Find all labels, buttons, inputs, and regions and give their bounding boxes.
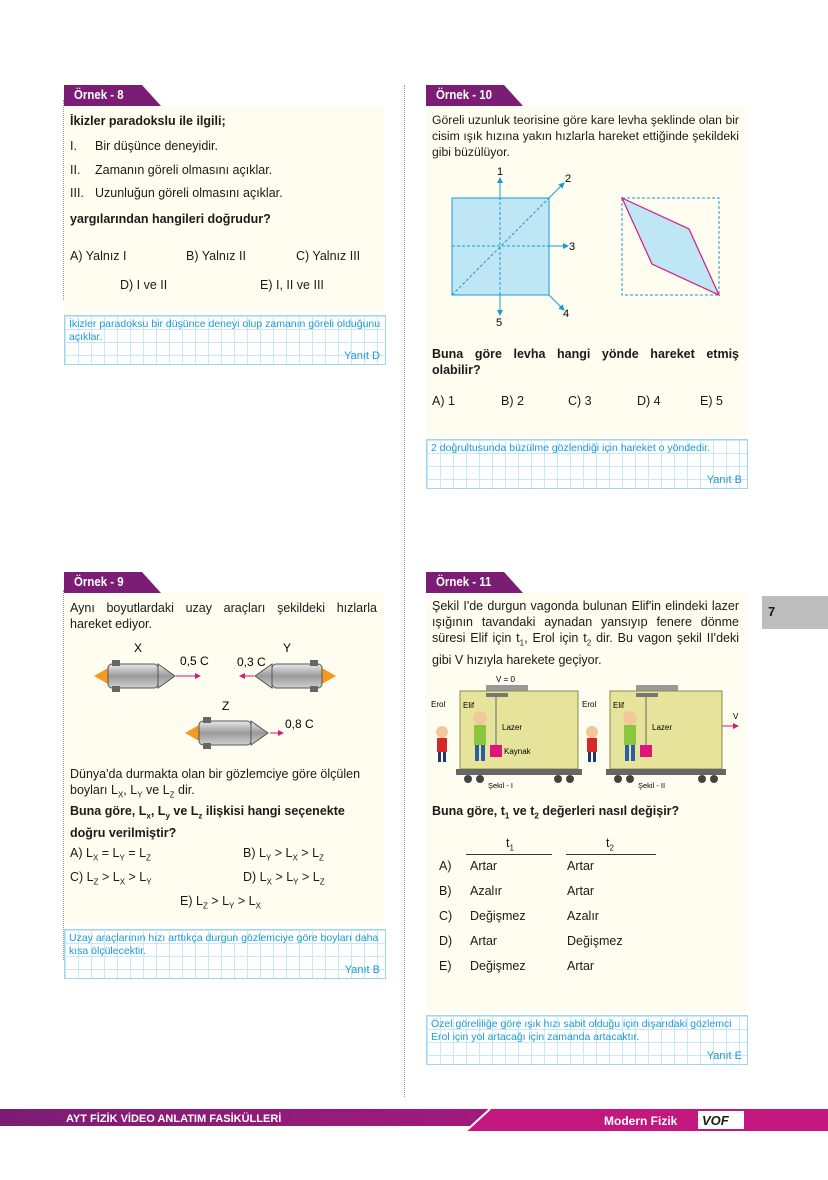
- q8-option-e[interactable]: E) I, II ve III: [260, 278, 324, 292]
- arrow-2-label: 2: [565, 173, 572, 185]
- q11-solution: Özel göreliliğe göre ışık hızı sabit olduğu için dışarıdaki gözlemci Erol için yol artacağı için zamanda artacaktır.: [431, 1018, 732, 1043]
- page-number: 7: [768, 604, 776, 619]
- q11-row-t2: Değişmez: [567, 934, 623, 948]
- q11-row-t1: Azalır: [470, 884, 502, 898]
- q11-question: Buna göre, $t_1$ ve $t_2$ değerleri nasıl değişir?: [432, 804, 680, 821]
- fig-erol-1: Erol: [431, 700, 446, 709]
- q9-question: Buna göre, $L_x$, $L_y$ ve $L_z$ ilişkisi hangi seçenekte doğru verilmiştir?: [70, 804, 345, 840]
- column-divider: [404, 85, 405, 1097]
- footer-subject: Modern Fizik: [604, 1114, 678, 1128]
- label-v-y: 0,3 C: [237, 655, 266, 669]
- q11-row-key: B): [439, 884, 452, 898]
- fig-kaynak: Kaynak: [504, 747, 531, 756]
- fig-lazer-2: Lazer: [652, 723, 673, 732]
- q9-option-d[interactable]: D) $L_X > L_Y > L_Z$: [243, 870, 325, 887]
- q11-row-t1: Değişmez: [470, 909, 526, 923]
- q10-question: Buna göre levha hangi yönde hareket etmiş olabilir?: [432, 347, 739, 377]
- q8-item-3-num: III.: [70, 186, 84, 200]
- q11-row-key: E): [439, 959, 452, 973]
- q8-solution-box: [64, 315, 386, 365]
- rocket-z: [185, 717, 268, 749]
- q8-question: yargılarından hangileri doğrudur?: [70, 212, 271, 226]
- fig-sekil-2: Şekil - II: [638, 781, 666, 790]
- q8-answer: Yanıt D: [344, 350, 380, 362]
- q11-row-t1: Artar: [470, 934, 498, 948]
- q11-row-t2: Azalır: [567, 909, 599, 923]
- q10-option-e[interactable]: E) 5: [700, 394, 723, 408]
- q8-item-2: Zamanın göreli olmasını açıklar.: [95, 163, 273, 177]
- q8-item-1-num: I.: [70, 139, 77, 153]
- fig-sekil-1: Şekil - I: [488, 781, 514, 790]
- q8-solution: İkizler paradoksu bir düşünce deneyi olup zamanın göreli olduğunu açıklar.: [69, 318, 381, 343]
- q8-box: [64, 106, 384, 312]
- q11-header-t1: $t_1$: [506, 836, 514, 853]
- q8-option-d[interactable]: D) I ve II: [120, 278, 168, 292]
- label-y: Y: [283, 641, 292, 655]
- footer-bar: [0, 1109, 828, 1131]
- q9-option-e[interactable]: E) $L_Z > L_Y > L_X$: [180, 894, 261, 911]
- footer-title: AYT FİZİK VİDEO ANLATIM FASİKÜLLERİ: [66, 1113, 282, 1125]
- rocket-y: [255, 660, 336, 692]
- label-z: Z: [222, 699, 230, 713]
- q9-solution: Uzay araçlarının hızı arttıkça durgun gözlemciye göre boyları daha kısa ölçülecektir.: [69, 932, 379, 957]
- q8-option-b[interactable]: B) Yalnız II: [186, 249, 246, 263]
- q10-option-d[interactable]: D) 4: [637, 394, 661, 408]
- q10-option-b[interactable]: B) 2: [501, 394, 524, 408]
- q11-tab: Örnek - 11: [426, 572, 526, 593]
- q11-figure: [430, 672, 745, 792]
- q10-solution-box: [426, 439, 748, 489]
- q11-header-line-1: [466, 854, 552, 855]
- q10-solution: 2 doğrultusunda büzülme gözlendiği için hareket o yöndedir.: [431, 442, 711, 454]
- q11-row-key: A): [439, 859, 452, 873]
- q11-row-t2: Artar: [567, 859, 595, 873]
- q11-row-key: C): [439, 909, 453, 923]
- fig-elif-1: Elif: [463, 701, 475, 710]
- arrow-2: [549, 183, 564, 198]
- q8-tab: Örnek - 8: [64, 85, 164, 106]
- q10-answer: Yanıt B: [706, 474, 742, 486]
- q9-answer: Yanıt B: [344, 964, 380, 976]
- laser-source-1: [490, 745, 502, 757]
- q11-answer: Yanıt E: [706, 1050, 742, 1062]
- q11-header-t2: $t_2$: [606, 836, 614, 853]
- q10-option-c[interactable]: C) 3: [568, 394, 592, 408]
- rocket-x: [94, 660, 175, 692]
- vof-logo: VOF: [702, 1113, 729, 1128]
- q9-option-a[interactable]: A) $L_X = L_Y = L_Z$: [70, 846, 151, 863]
- fig-erol-2: Erol: [582, 700, 597, 709]
- q8-option-a[interactable]: A) Yalnız I: [70, 249, 127, 263]
- q11-solution-box: [426, 1015, 748, 1065]
- laser-source-2: [640, 745, 652, 757]
- q8-item-2-num: II.: [70, 163, 81, 177]
- q8-stem: İkizler paradokslu ile ilgili;: [70, 114, 226, 128]
- fig-v: V: [733, 712, 739, 721]
- fig-elif-2: Elif: [613, 701, 625, 710]
- q11-row-t2: Artar: [567, 884, 595, 898]
- q9-rockets: [90, 638, 360, 758]
- q11-header-line-2: [566, 854, 656, 855]
- q9-tab: Örnek - 9: [64, 572, 164, 593]
- arrow-5-label: 5: [496, 317, 503, 329]
- q11-row-t2: Artar: [567, 959, 595, 973]
- q9-solution-box: [64, 929, 386, 979]
- label-v-x: 0,5 C: [180, 654, 209, 668]
- arrow-1-label: 1: [497, 166, 504, 178]
- q10-tab: Örnek - 10: [426, 85, 526, 106]
- q8-item-3: Uzunluğun göreli olmasını açıklar.: [95, 186, 283, 200]
- fig-v0: V = 0: [496, 675, 515, 684]
- label-x: X: [134, 641, 143, 655]
- q10-stem: Göreli uzunluk teorisine göre kare levha şeklinde olan bir cisim ışık hızına yakın hızlarla hareket ettiğinde şekildeki gibi büzülüyor.: [432, 113, 739, 159]
- contracted-plate: [622, 198, 719, 295]
- fig-lazer-1: Lazer: [502, 723, 523, 732]
- q9-desc: Dünya'da durmakta olan bir gözlemciye göre ölçülen boyları $L_X$, $L_Y$ ve $L_Z$ dir.: [70, 767, 361, 800]
- q9-option-c[interactable]: C) $L_Z > L_X > L_Y$: [70, 870, 152, 887]
- q11-row-t1: Artar: [470, 859, 498, 873]
- q10-figure: [440, 165, 740, 335]
- q9-option-b[interactable]: B) $L_Y > L_X > L_Z$: [243, 846, 324, 863]
- q8-item-1: Bir düşünce deneyidir.: [95, 139, 218, 153]
- q10-option-a[interactable]: A) 1: [432, 394, 455, 408]
- q11-row-t1: Değişmez: [470, 959, 526, 973]
- q11-row-key: D): [439, 934, 453, 948]
- arrow-4: [549, 295, 564, 310]
- q9-stem: Aynı boyutlardaki uzay araçları şekildeki hızlarla hareket ediyor.: [70, 601, 377, 631]
- page-number-tab: [762, 596, 828, 629]
- arrow-3-label: 3: [569, 241, 576, 253]
- q8-option-c[interactable]: C) Yalnız III: [296, 249, 361, 263]
- q11-stem: Şekil I'de durgun vagonda bulunan Elif'in elindeki lazer ışığının tavandaki aynadan yansıyıp fenere dönme süresi Elif için $t_1$, Erol için $t_2$ dir. Bu vagon şekil II'deki gibi V hızıyla harekete geçiyor.: [432, 599, 739, 667]
- arrow-4-label: 4: [563, 308, 570, 320]
- label-v-z: 0,8 C: [285, 717, 314, 731]
